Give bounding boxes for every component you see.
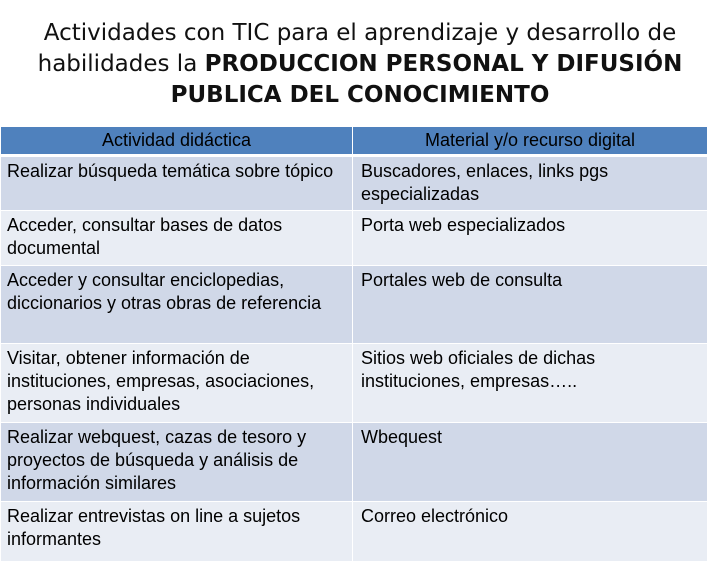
table-row <box>1 423 708 502</box>
cell-activity: Acceder y consultar enciclopedias, diccionarios y otras obras de referencia <box>1 266 353 344</box>
cell-resource: Portales web de consulta <box>353 266 708 344</box>
table-row <box>1 211 708 266</box>
title-line-2-bold: PRODUCCION PERSONAL Y DIFUSIÓN <box>204 51 683 77</box>
activities-table-container <box>0 126 707 562</box>
header-material: Material y/o recurso digital <box>353 127 708 156</box>
title-line-2 <box>0 49 720 80</box>
table-row <box>1 344 708 423</box>
cell-resource: Sitios web oficiales de dichas instituciones, empresas….. <box>353 344 708 423</box>
header-actividad: Actividad didáctica <box>1 127 353 156</box>
cell-activity: Visitar, obtener información de instituciones, empresas, asociaciones, personas individuales <box>1 344 353 423</box>
activities-table <box>0 126 708 562</box>
table-row <box>1 266 708 344</box>
cell-resource: Porta web especializados <box>353 211 708 266</box>
cell-activity: Realizar entrevistas on line a sujetos informantes <box>1 502 353 562</box>
table-header-row <box>1 127 708 156</box>
title-line-3: PUBLICA DEL CONOCIMIENTO <box>170 82 550 108</box>
slide-title <box>0 18 720 111</box>
title-line-2-normal: habilidades la <box>37 51 205 77</box>
cell-resource: Wbequest <box>353 423 708 502</box>
cell-activity: Realizar webquest, cazas de tesoro y proyectos de búsqueda y análisis de información similares <box>1 423 353 502</box>
cell-resource: Buscadores, enlaces, links pgs especializadas <box>353 156 708 211</box>
cell-activity: Acceder, consultar bases de datos documental <box>1 211 353 266</box>
cell-resource: Correo electrónico <box>353 502 708 562</box>
title-line-1: Actividades con TIC para el aprendizaje y desarrollo de <box>43 20 677 46</box>
table-row <box>1 502 708 562</box>
table-row <box>1 156 708 211</box>
cell-activity: Realizar búsqueda temática sobre tópico <box>1 156 353 211</box>
